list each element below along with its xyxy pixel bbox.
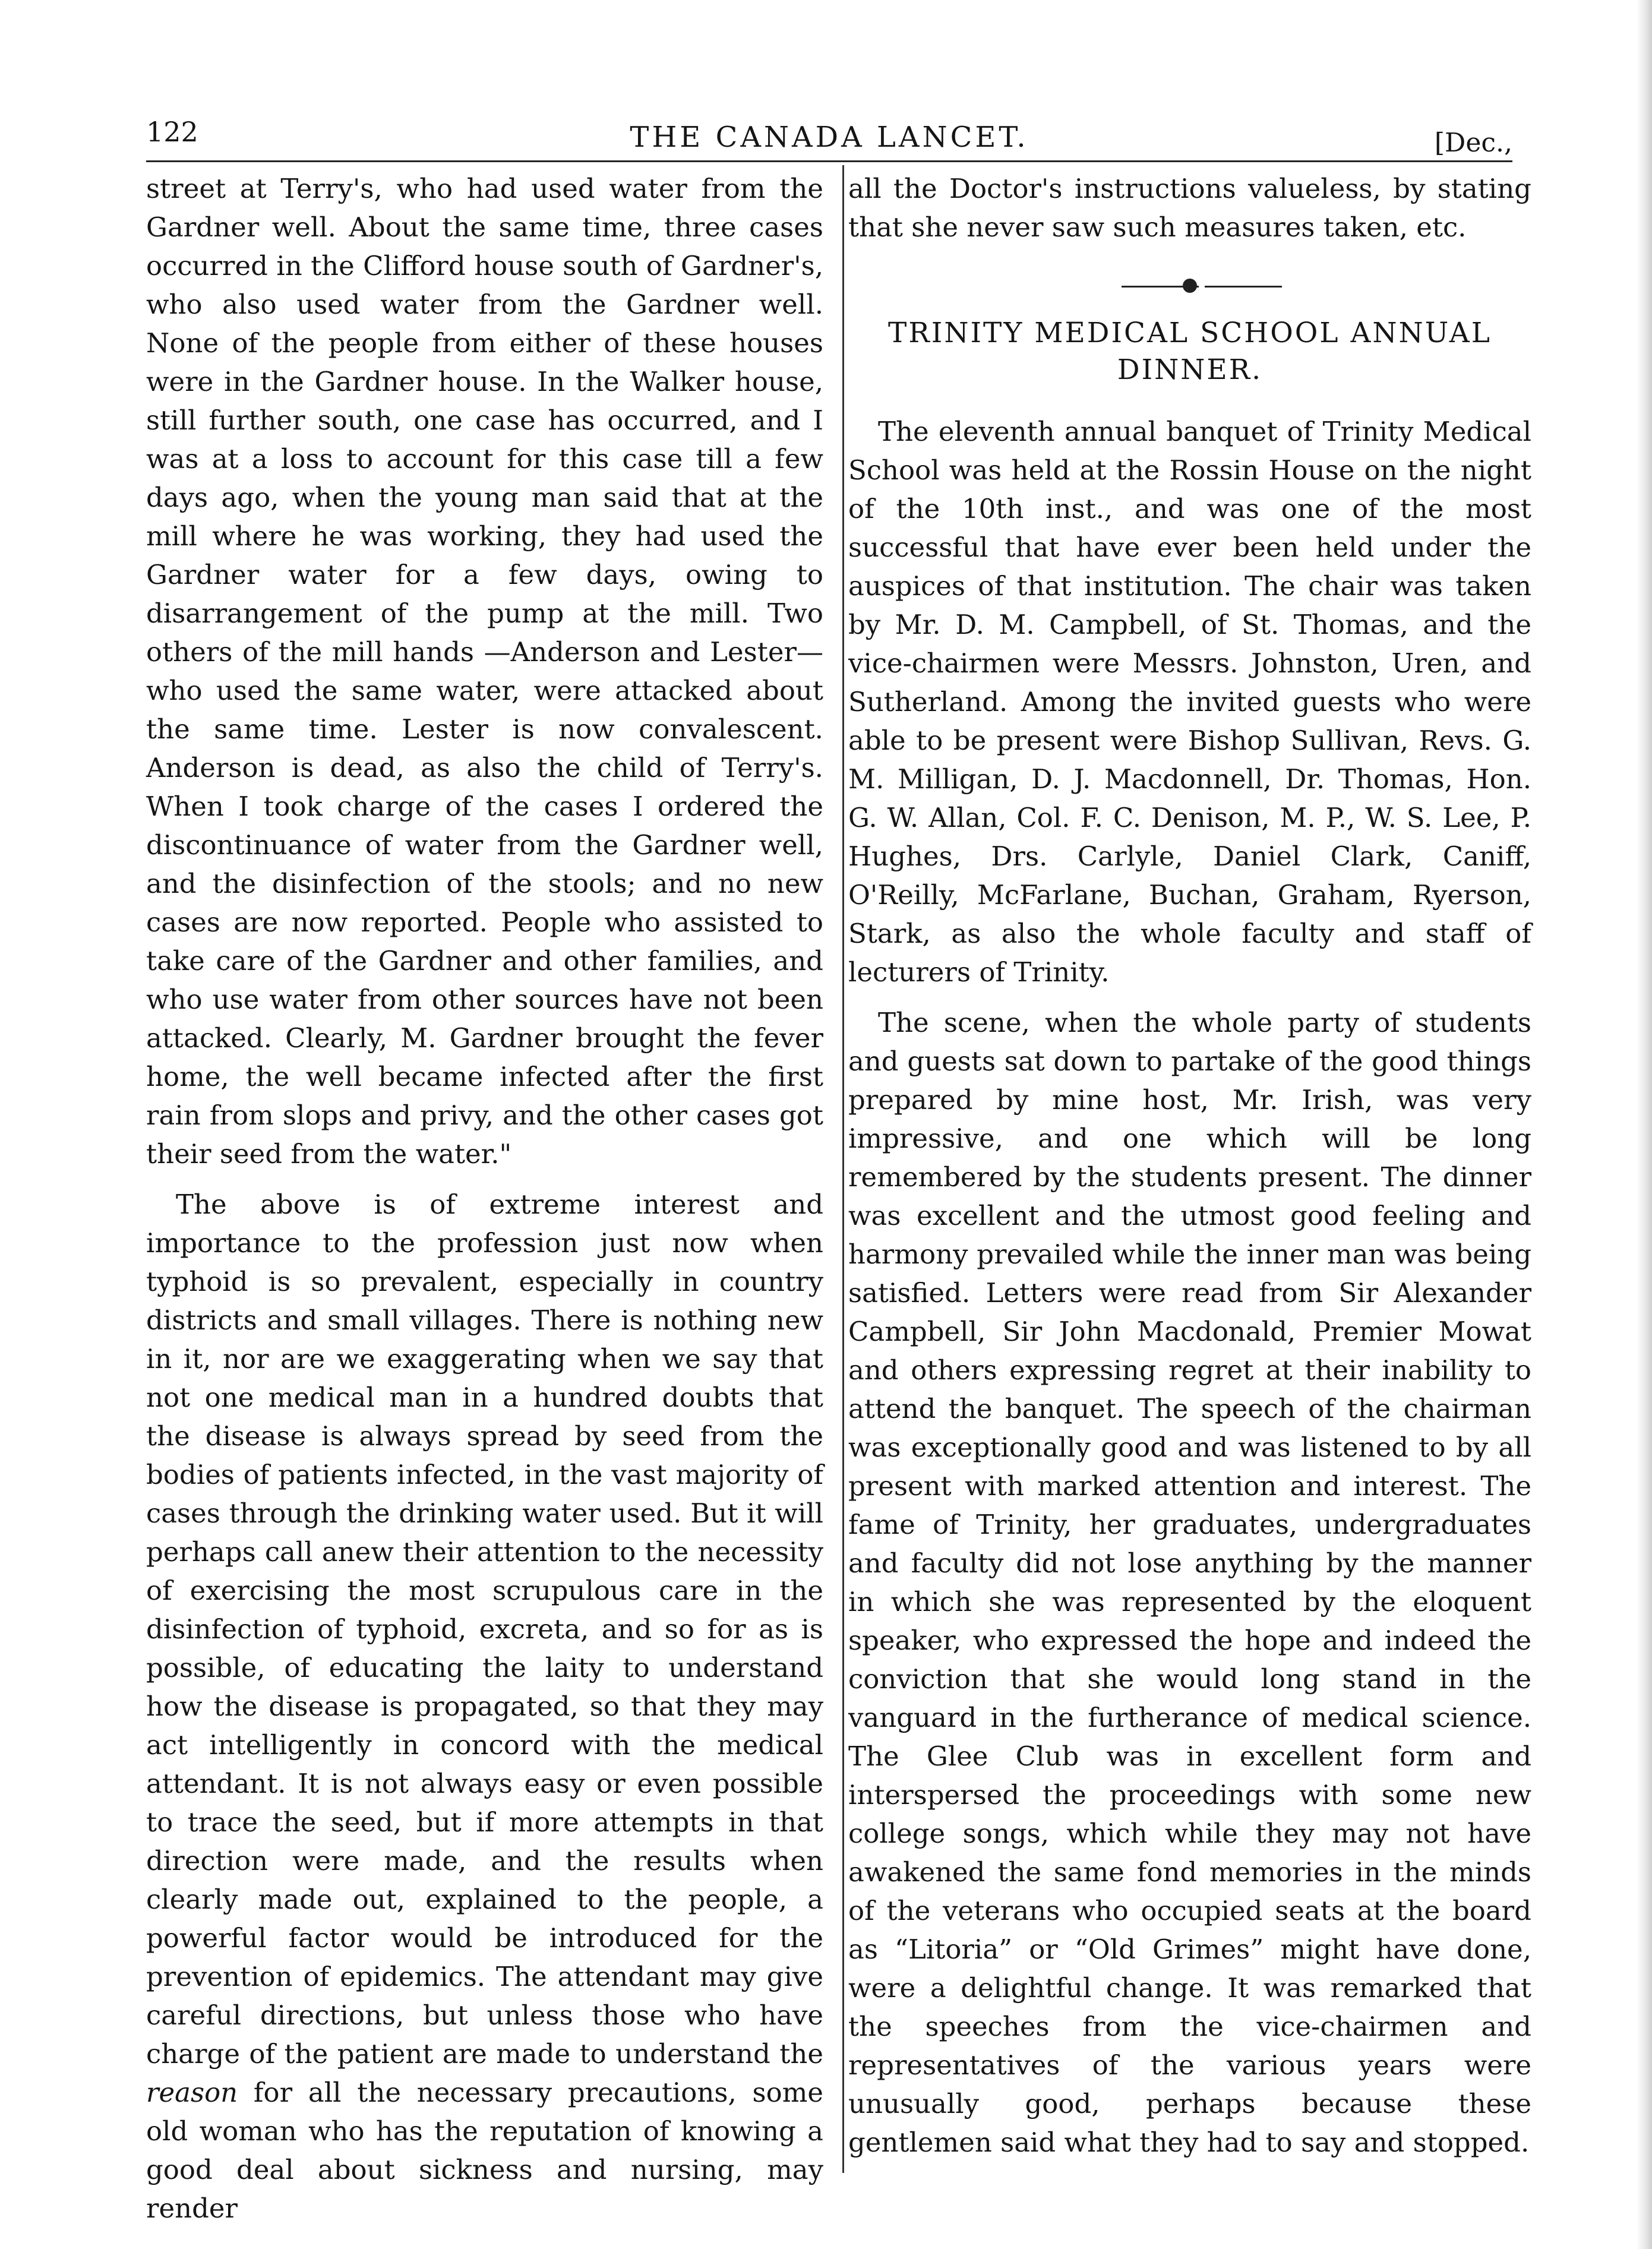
commentary-text-end: for all the necessary precautions, some old woman who has the reputation of knowing a good deal about sickness and nursing, may render — [146, 2077, 823, 2224]
issue-date-mark: [Dec., — [1434, 128, 1512, 158]
page-edge-shadow — [1637, 0, 1652, 2249]
left-column — [146, 169, 823, 2228]
editorial-commentary-paragraph — [146, 1185, 823, 2228]
journal-title: THE CANADA LANCET. — [630, 121, 1029, 154]
page-number: 122 — [146, 116, 198, 148]
emphasized-word: reason — [146, 2077, 238, 2108]
section-separator-ornament — [848, 270, 1531, 303]
banquet-paragraph-1: The eleventh annual banquet of Trinity Medical School was held at the Rossin House on the night of the 10th inst., and was one of the most successful that have ever been held under the auspices of that institution. The chair was taken by Mr. D. M. Campbell, of St. Thomas, and the vice-chairmen were Messrs. Johnston, Uren, and Sutherland. Among the invited guests who were able to be present were Bishop Sullivan, Revs. G. M. Milligan, D. J. Macdonnell, Dr. Thomas, Hon. G. W. Allan, Col. F. C. Denison, M. P., W. S. Lee, P. Hughes, Drs. Carlyle, Daniel Clark, Caniff, O'Reilly, McFarlane, Buchan, Graham, Ryerson, Stark, as also the whole faculty and staff of lecturers of Trinity. — [848, 416, 1531, 988]
commentary-text-start: The above is of extreme interest and importance to the profession just now when typhoid is so prevalent, especially in country districts and small villages. There is nothing new in it, nor are we exaggerating when we say that not one medical man in a hundred doubts that the disease is always spread by seed from the bodies of patients infected, in the vast majority of cases through the drinking water used. But it will perhaps call anew their attention to the necessity of exercising the most scrupulous care in the disinfection of typhoid, excreta, and so for as is possible, of educating the laity to understand how the disease is propagated, so that they may act intelligently in concord with the medical attendant. It is not always easy or even possible to trace the seed, but if more attempts in that direction were made, and the results when clearly made out, explained to the people, a powerful factor would be introduced for the prevention of epidemics. The attendant may give careful directions, but unless those who have charge of the patient are made to understand the — [146, 1189, 823, 2070]
typhoid-report-paragraph: street at Terry's, who had used water from the Gardner well. About the same time, three cases occurred in the Clifford house south of Gardner's, who also used water from the Gardner well. None of the people from either of these houses were in the Gardner house. In the Walker house, still further south, one case has occurred, and I was at a loss to account for this case till a few days ago, when the young man said that at the mill where he was working, they had used the Gardner water for a few days, owing to disarrangement of the pump at the mill. Two others of the mill hands —Anderson and Lester—who used the same water, were attacked about the same time. Lester is now convalescent. Anderson is dead, as also the child of Terry's. When I took charge of the cases I ordered the discontinuance of water from the Gardner well, and the disinfection of the stools; and no new cases are now reported. People who assisted to take care of the Gardner and other families, and who use water from other sources have not been attacked. Clearly, M. Gardner brought the fever home, the well became infected after the first rain from slops and privy, and the other cases got their seed from the water." — [146, 173, 823, 1170]
header-rule — [146, 160, 1512, 162]
section-heading: TRINITY MEDICAL SCHOOL ANNUAL DINNER. — [888, 317, 1492, 386]
banquet-paragraph-2: The scene, when the whole party of students and guests sat down to partake of the good things prepared by mine host, Mr. Irish, was very impressive, and one which will be long remembered by the students present. The dinner was excellent and the utmost good feeling and harmony prevailed while the inner man was being satisfied. Letters were read from Sir Alexander Campbell, Sir John Macdonald, Premier Mowat and others expressing regret at their inability to attend the banquet. The speech of the chairman was exceptionally good and was listened to by all present with marked attention and interest. The fame of Trinity, her graduates, undergraduates and faculty did not lose anything by the manner in which she was represented by the eloquent speaker, who expressed the hope and indeed the conviction that she would long stand in the vanguard in the furtherance of medical science. The Glee Club was in excellent form and interspersed the proceedings with some new college songs, which while they may not have awakened the same fond memories in the minds of the veterans who occupied seats at the board as “Litoria” or “Old Grimes” might have done, were a delightful change. It was remarked that the speeches from the vice-chairmen and representatives of the various years were unusually good, perhaps because these gentlemen said what they had to say and stopped. — [848, 1007, 1531, 2158]
running-header — [146, 116, 1512, 163]
continued-paragraph: all the Doctor's instructions valueless, by stating that she never saw such measures taken, etc. — [848, 173, 1531, 243]
right-column — [848, 169, 1531, 2162]
column-divider — [842, 165, 844, 2173]
